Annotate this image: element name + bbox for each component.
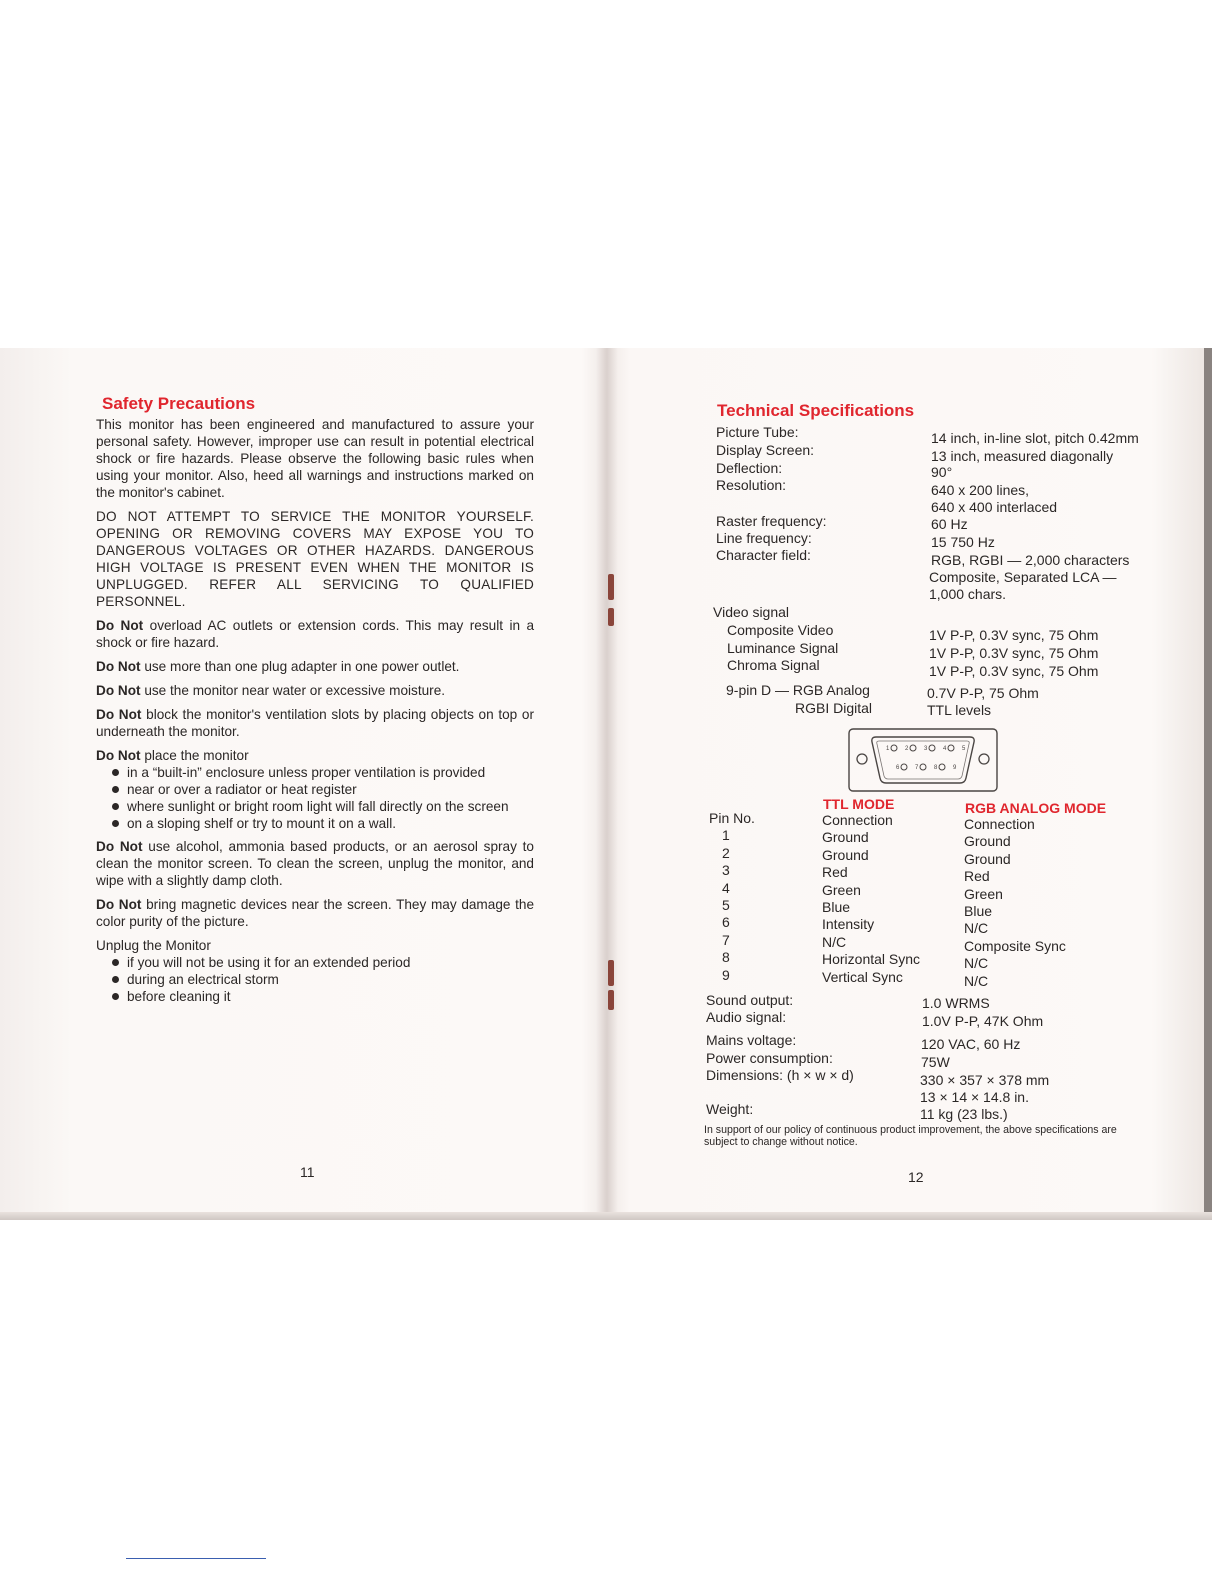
spec-label: Resolution: bbox=[716, 477, 787, 493]
pin-hole bbox=[929, 745, 935, 751]
spec-label: Power consumption: bbox=[706, 1050, 833, 1066]
spec-label: Display Screen: bbox=[716, 442, 815, 458]
spec-value: 640 x 200 lines, bbox=[931, 482, 1030, 498]
rgb-column bbox=[964, 816, 1066, 990]
spec-value: 13 × 14 × 14.8 in. bbox=[920, 1089, 1029, 1105]
binding-mark bbox=[608, 960, 614, 986]
page-bottom-edge bbox=[0, 1212, 1212, 1220]
ttl-cell: Vertical Sync bbox=[822, 968, 903, 985]
pin-hole bbox=[920, 764, 926, 770]
list-item: during an electrical storm bbox=[110, 971, 534, 988]
pin-hole bbox=[910, 745, 916, 751]
spec-label: 9-pin D — RGB Analog bbox=[726, 682, 870, 698]
spec-label: Sound output: bbox=[706, 992, 794, 1008]
ttl-cell: Red bbox=[822, 864, 848, 881]
rgb-cell: Ground bbox=[964, 833, 1011, 850]
spec-value: 60 Hz bbox=[931, 516, 968, 532]
ttl-mode-header: TTL MODE bbox=[823, 796, 895, 812]
ttl-cell: Blue bbox=[822, 898, 851, 915]
list-item: where sunlight or bright room light will fall directly on the screen bbox=[110, 798, 534, 815]
spec-value: 75W bbox=[921, 1054, 950, 1070]
rgb-column-header: Connection bbox=[964, 816, 1035, 832]
spec-value: 90° bbox=[931, 464, 953, 480]
page-number: 11 bbox=[300, 1164, 315, 1180]
list-item: on a sloping shelf or try to mount it on a wall. bbox=[110, 815, 534, 832]
dsub-connector-diagram bbox=[848, 728, 998, 792]
pin-number: 5 bbox=[962, 746, 966, 752]
ttl-cell: Horizontal Sync bbox=[822, 951, 921, 968]
pin-number-cell: 4 bbox=[722, 879, 730, 896]
ttl-cell: Ground bbox=[822, 829, 869, 846]
spec-value: 1V P-P, 0.3V sync, 75 Ohm bbox=[929, 663, 1099, 679]
spec-value: TTL levels bbox=[927, 702, 992, 718]
spec-value: 13 inch, measured diagonally bbox=[931, 448, 1114, 464]
mounting-hole bbox=[857, 754, 867, 764]
spec-list bbox=[0, 424, 1224, 602]
spec-value: 11 kg (23 lbs.) bbox=[920, 1106, 1008, 1122]
page-title: Technical Specifications bbox=[717, 401, 915, 420]
more-specs bbox=[0, 992, 1224, 1122]
pin-number: 2 bbox=[905, 746, 909, 752]
connector-face-inner bbox=[877, 741, 970, 779]
rgb-cell: Blue bbox=[964, 902, 993, 919]
spec-value: 330 × 357 × 378 mm bbox=[920, 1072, 1050, 1088]
pin-number-cell: 6 bbox=[722, 914, 730, 931]
spec-label: Video signal bbox=[713, 604, 790, 620]
pin-number: 1 bbox=[886, 746, 890, 752]
placement-list bbox=[96, 764, 534, 832]
list-item: before cleaning it bbox=[110, 988, 534, 1005]
ttl-column bbox=[822, 812, 920, 986]
spec-value: 1.0 WRMS bbox=[922, 995, 990, 1011]
rule-item: Do Not use the monitor near water or excessive moisture. bbox=[96, 683, 446, 698]
pin-number: 6 bbox=[896, 765, 900, 771]
ttl-column-header: Connection bbox=[822, 812, 893, 828]
pin-number-cell: 8 bbox=[722, 949, 730, 966]
pin-number-cell: 1 bbox=[722, 827, 730, 844]
underline-rule bbox=[126, 1558, 266, 1559]
rule-item: Do Not overload AC outlets or extension cords. This may result in a shock or fire hazard. bbox=[96, 618, 535, 650]
page-title: Safety Precautions bbox=[102, 394, 256, 413]
ttl-cell: Intensity bbox=[822, 916, 875, 933]
ttl-cell: Green bbox=[822, 881, 861, 898]
video-signal-specs bbox=[0, 604, 1224, 720]
spec-value: 1,000 chars. bbox=[929, 586, 1007, 602]
spec-value: 14 inch, in-line slot, pitch 0.42mm bbox=[931, 430, 1139, 446]
rgb-cell: N/C bbox=[964, 972, 989, 989]
rgb-cell: Green bbox=[964, 885, 1003, 902]
rule-item: Do Not bring magnetic devices near the screen. They may damage the color purity of the picture. bbox=[96, 897, 535, 929]
spec-label: RGBI Digital bbox=[795, 700, 873, 716]
spec-value: 1.0V P-P, 47K Ohm bbox=[922, 1013, 1044, 1029]
warning-paragraph: DO NOT ATTEMPT TO SERVICE THE MONITOR YOURSELF. OPENING OR REMOVING COVERS MAY EXPOSE YOU TO DANGEROUS VOLTAGES OR OTHER HAZARDS. DANGEROUS HIGH VOLTAGE IS PRESENT EVEN WHEN THE MONITOR IS UNPLUGGED. REFER ALL SERVICING TO QUALIFIED PERSONNEL. bbox=[96, 509, 534, 609]
spec-label: Character field: bbox=[716, 547, 811, 563]
spec-value: 640 x 400 interlaced bbox=[931, 499, 1058, 515]
pin-number-cell: 5 bbox=[722, 896, 730, 913]
connector-face bbox=[872, 737, 974, 783]
spec-label: Weight: bbox=[706, 1101, 754, 1117]
rgb-cell: Ground bbox=[964, 850, 1011, 867]
rgb-cell: N/C bbox=[964, 955, 989, 972]
spec-value: 1V P-P, 0.3V sync, 75 Ohm bbox=[929, 645, 1099, 661]
pin-number-cell: 3 bbox=[722, 862, 730, 879]
rgb-cell: Red bbox=[964, 868, 990, 885]
ttl-cell: N/C bbox=[822, 933, 847, 950]
unplug-heading: Unplug the Monitor bbox=[96, 938, 211, 953]
mounting-hole bbox=[979, 754, 989, 764]
pin-number: 7 bbox=[915, 765, 919, 771]
pin-hole bbox=[939, 764, 945, 770]
pin-column bbox=[709, 810, 755, 984]
spec-value: 120 VAC, 60 Hz bbox=[921, 1036, 1021, 1052]
spec-value: RGB, RGBI — 2,000 characters bbox=[931, 552, 1130, 568]
spec-label: Composite Video bbox=[727, 622, 834, 638]
spec-value: Composite, Separated LCA — bbox=[929, 569, 1117, 585]
list-item: if you will not be using it for an extended period bbox=[110, 954, 534, 971]
connector-shell bbox=[849, 729, 997, 791]
pin-number: 9 bbox=[953, 765, 957, 771]
list-item: near or over a radiator or heat register bbox=[110, 781, 534, 798]
pin-number-cell: 2 bbox=[722, 844, 730, 861]
rgb-cell: Composite Sync bbox=[964, 937, 1066, 954]
spec-label: Deflection: bbox=[716, 460, 783, 476]
rule-item: Do Not use alcohol, ammonia based products, or an aerosol spray to clean the monitor screen. To clean the screen, unplug the monitor, and wipe with a slightly damp cloth. bbox=[96, 839, 534, 888]
spec-label: Chroma Signal bbox=[727, 657, 820, 673]
pin-number-cell: 7 bbox=[722, 931, 730, 948]
spec-label: Line frequency: bbox=[716, 530, 812, 546]
page-number: 12 bbox=[908, 1169, 924, 1185]
spec-label: Mains voltage: bbox=[706, 1032, 797, 1048]
pin-hole bbox=[948, 745, 954, 751]
spec-label: Luminance Signal bbox=[727, 640, 839, 656]
spec-value: 1V P-P, 0.3V sync, 75 Ohm bbox=[929, 627, 1099, 643]
spec-label: Dimensions: (h × w × d) bbox=[706, 1067, 854, 1083]
list-item: in a “built-in” enclosure unless proper ventilation is provided bbox=[110, 764, 534, 781]
pin-number: 3 bbox=[924, 746, 928, 752]
rgb-cell: N/C bbox=[964, 920, 989, 937]
pin-number: 4 bbox=[943, 746, 947, 752]
spec-label: Picture Tube: bbox=[716, 424, 799, 440]
pin-hole bbox=[891, 745, 897, 751]
footnote: In support of our policy of continuous product improvement, the above specifications are subject to change without notice. bbox=[704, 1124, 1117, 1148]
spec-value: 15 750 Hz bbox=[931, 534, 995, 550]
rule-item: Do Not use more than one plug adapter in one power outlet. bbox=[96, 659, 460, 674]
pin-column-header: Pin No. bbox=[709, 810, 755, 826]
rule-item: Do Not block the monitor's ventilation slots by placing objects on top or underneath the monitor. bbox=[96, 707, 535, 739]
spec-label: Raster frequency: bbox=[716, 513, 827, 529]
rgb-mode-header: RGB ANALOG MODE bbox=[965, 800, 1107, 816]
pin-number-cell: 9 bbox=[722, 966, 730, 983]
pin-number: 8 bbox=[934, 765, 938, 771]
spec-label: Audio signal: bbox=[706, 1009, 787, 1025]
spec-value: 0.7V P-P, 75 Ohm bbox=[927, 685, 1039, 701]
rule-item: Do Not place the monitor bbox=[96, 748, 249, 763]
ttl-cell: Ground bbox=[822, 846, 869, 863]
intro-paragraph: This monitor has been engineered and manufactured to assure your personal safety. However, improper use can result in potential electrical shock or fire hazards. Please observe the following basic rules when using your monitor. Also, heed all warnings and instructions marked on the monitor's cabinet. bbox=[96, 417, 534, 500]
pin-hole bbox=[901, 764, 907, 770]
